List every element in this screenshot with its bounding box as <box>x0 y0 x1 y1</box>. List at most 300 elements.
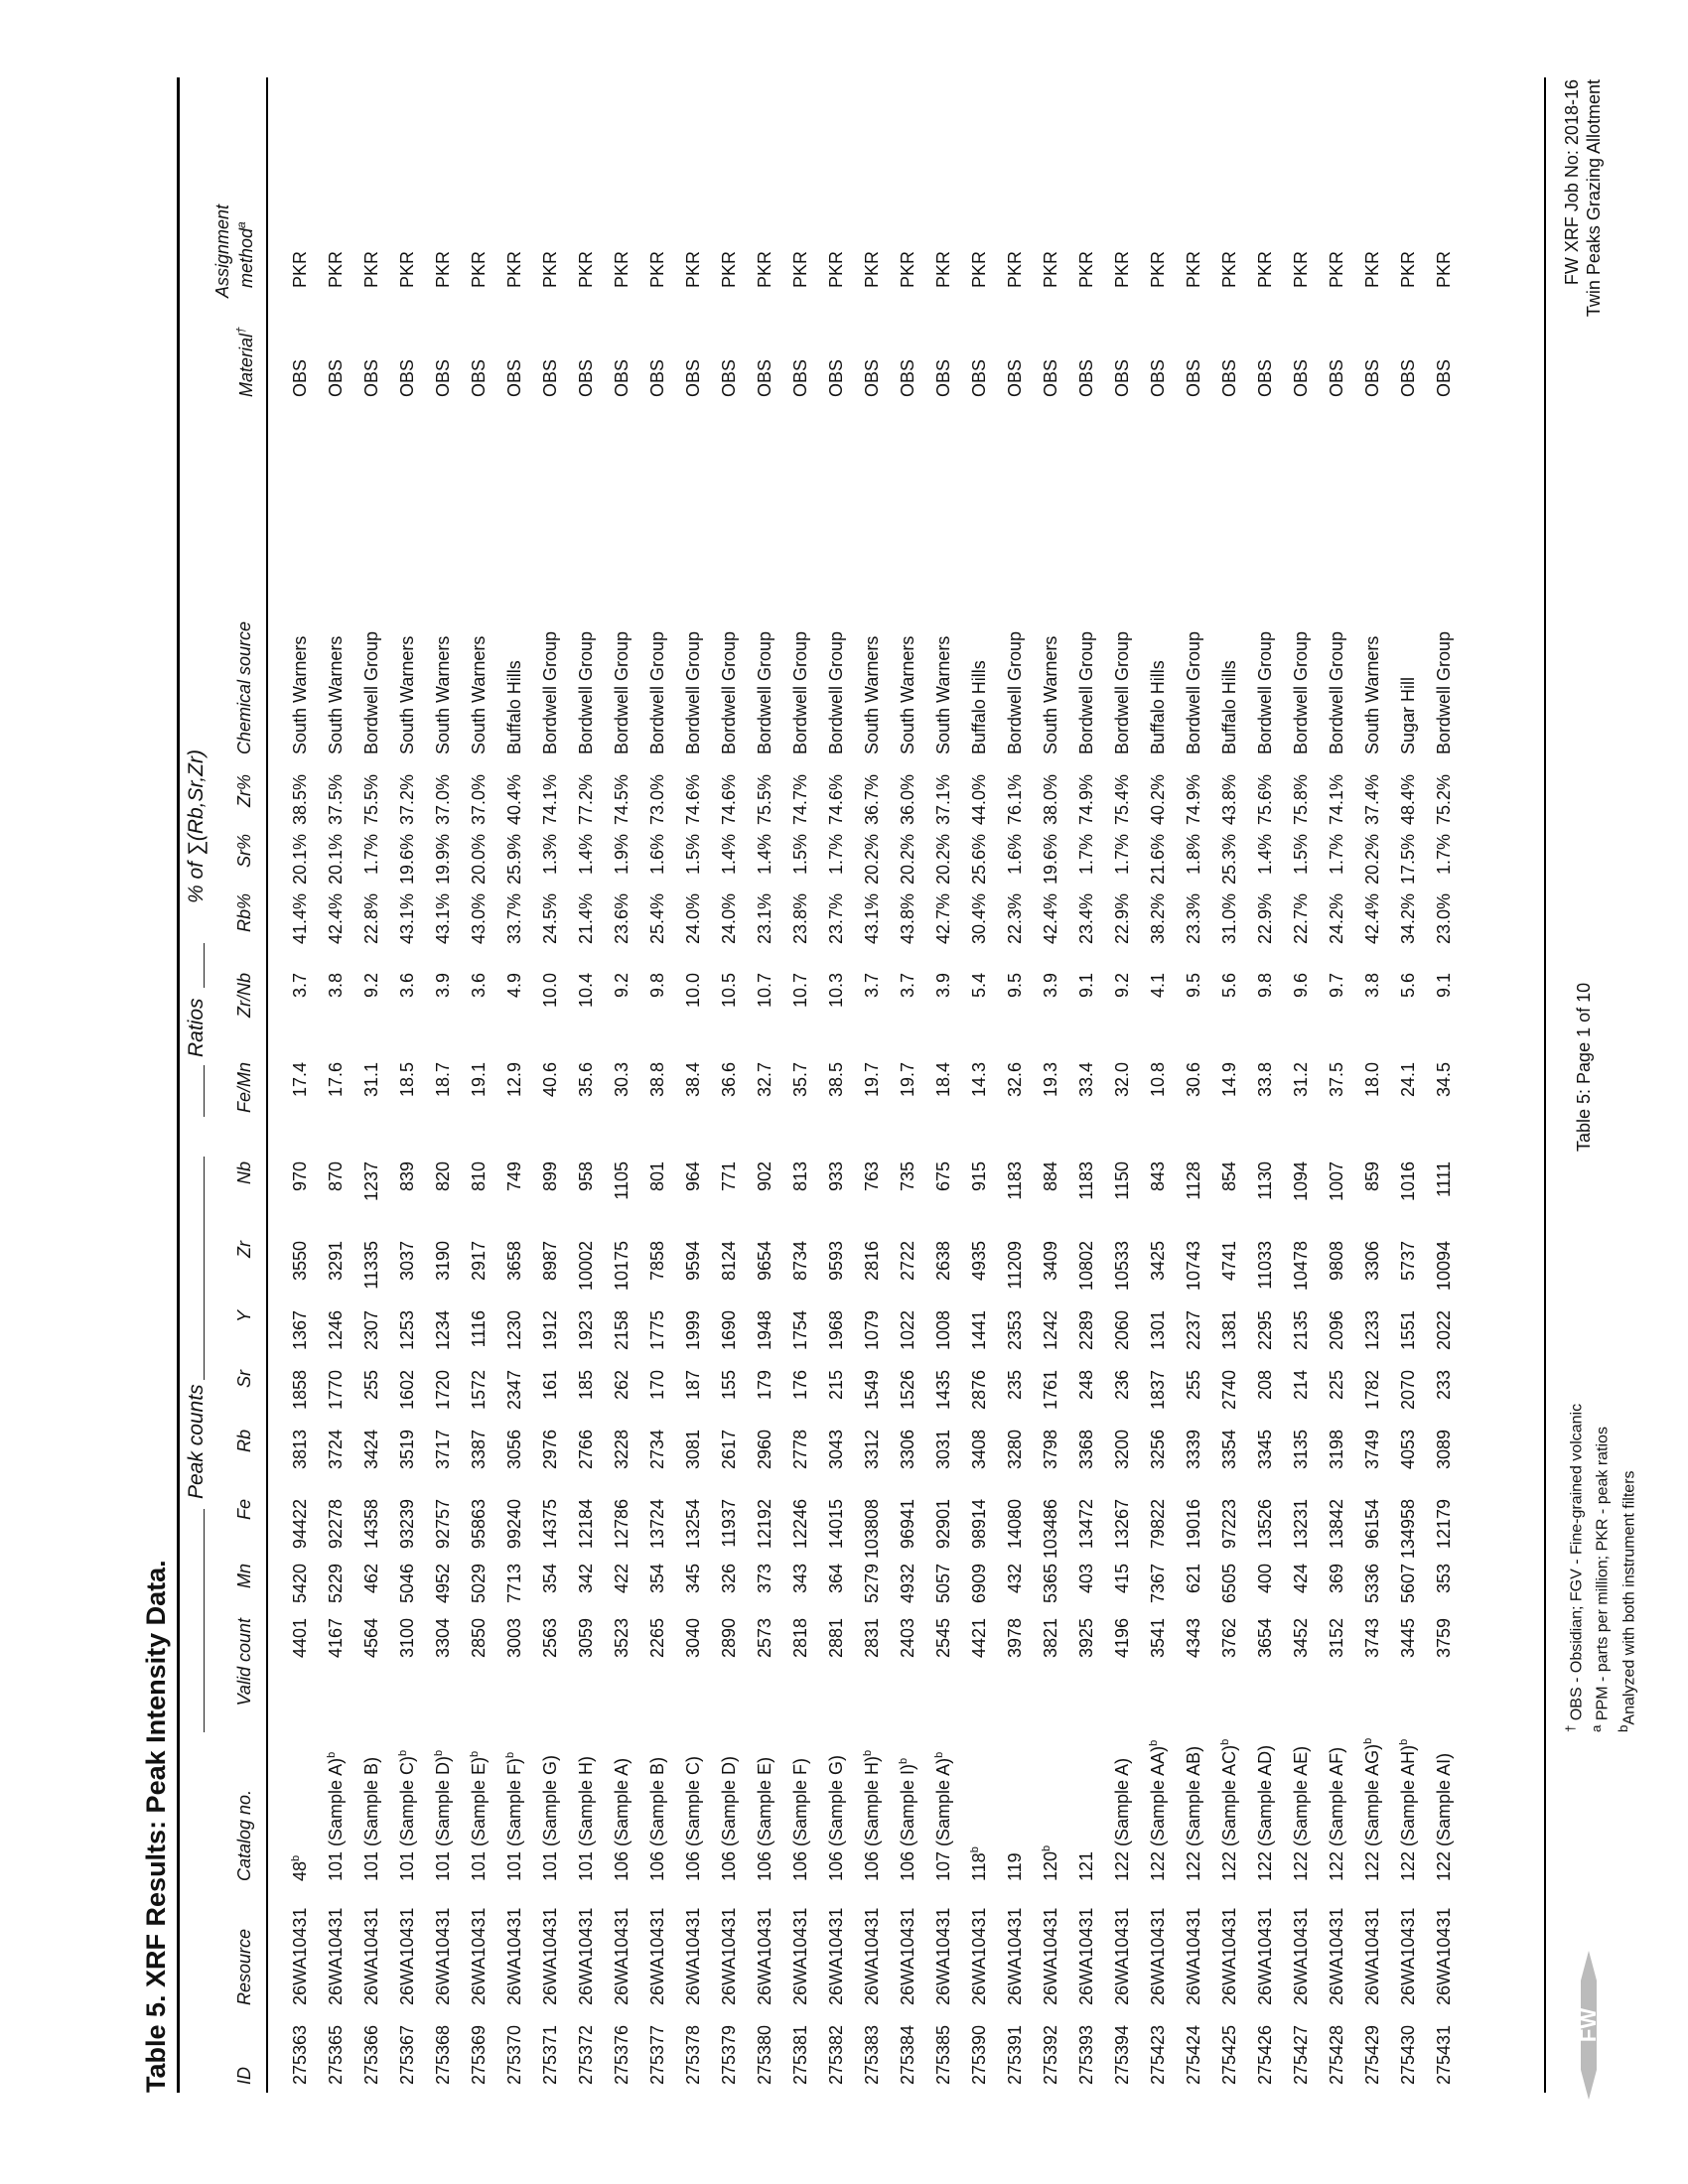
cell-mn: 5229 <box>326 1564 346 1604</box>
cell-sr: 187 <box>683 1370 703 1401</box>
cell-y: 1912 <box>540 1310 560 1351</box>
cell-id: 275380 <box>755 2024 774 2085</box>
cell-rb: 2617 <box>719 1430 739 1470</box>
cell-material: OBS <box>647 358 667 397</box>
cell-sr: 176 <box>790 1370 810 1401</box>
cell-fe-mn: 17.6 <box>326 1062 346 1098</box>
cell-material: OBS <box>612 358 632 397</box>
cell-zr-pct: 43.8% <box>1219 774 1239 826</box>
cell-rb-pct: 24.0% <box>719 893 739 945</box>
cell-zr: 11033 <box>1255 1241 1275 1290</box>
cell-id: 275430 <box>1398 2024 1418 2085</box>
cell-resource: 26WA10431 <box>1398 1907 1418 2005</box>
cell-fe: 99240 <box>504 1499 524 1550</box>
cell-mn: 422 <box>612 1564 632 1594</box>
cell-sr-pct: 1.7% <box>1434 834 1454 876</box>
cell-sr: 225 <box>1327 1370 1346 1401</box>
cell-resource: 26WA10431 <box>1148 1907 1168 2005</box>
cell-zr: 2816 <box>862 1241 882 1282</box>
top-rule <box>177 77 180 2093</box>
cell-method: PKR <box>1362 250 1382 288</box>
cell-zr-nb: 3.9 <box>433 973 453 999</box>
cell-rb: 3198 <box>1327 1430 1346 1470</box>
cell-material: OBS <box>1041 358 1060 397</box>
cell-valid-count: 2265 <box>647 1618 667 1659</box>
cell-rb-pct: 23.6% <box>612 893 632 945</box>
cell-nb: 854 <box>1219 1161 1239 1192</box>
cell-id: 275429 <box>1362 2024 1382 2085</box>
col-header-chemical-source: Chemical source <box>234 620 254 754</box>
cell-mn: 5279 <box>862 1564 882 1604</box>
cell-fe: 103808 <box>862 1499 882 1560</box>
cell-fe: 12184 <box>576 1499 596 1550</box>
cell-resource: 26WA10431 <box>326 1907 346 2005</box>
cell-zr-nb: 10.4 <box>576 973 596 1009</box>
cell-zr-nb: 9.5 <box>1005 973 1025 999</box>
cell-y: 1754 <box>790 1310 810 1351</box>
cell-rb: 2778 <box>790 1430 810 1470</box>
cell-resource: 26WA10431 <box>790 1907 810 2005</box>
cell-chemical-source: Bordwell Group <box>826 630 846 754</box>
cell-zr-pct: 75.8% <box>1291 774 1311 826</box>
peak-counts-group-header: Peak counts <box>185 1384 208 1499</box>
cell-mn: 403 <box>1076 1564 1096 1594</box>
cell-id: 275371 <box>540 2024 560 2085</box>
peak-counts-rule-left <box>204 1509 205 1732</box>
cell-id: 275428 <box>1327 2024 1346 2085</box>
cell-fe-mn: 32.6 <box>1005 1062 1025 1098</box>
cell-sr: 161 <box>540 1370 560 1401</box>
cell-id: 275365 <box>326 2024 346 2085</box>
cell-resource: 26WA10431 <box>397 1907 417 2005</box>
ratios-rule-right <box>204 943 205 988</box>
cell-mn: 354 <box>540 1564 560 1594</box>
cell-rb-pct: 43.1% <box>397 893 417 945</box>
cell-zr: 3037 <box>397 1241 417 1282</box>
cell-mn: 415 <box>1112 1564 1132 1594</box>
cell-rb-pct: 22.9% <box>1112 893 1132 945</box>
cell-mn: 6505 <box>1219 1564 1239 1604</box>
cell-y: 2096 <box>1327 1310 1346 1351</box>
cell-chemical-source: South Warners <box>1362 635 1382 754</box>
cell-sr: 2740 <box>1219 1370 1239 1411</box>
cell-catalog: 106 (Sample B) <box>647 1756 667 1881</box>
cell-zr: 9808 <box>1327 1241 1346 1282</box>
cell-y: 1234 <box>433 1310 453 1351</box>
cell-zr-pct: 74.1% <box>540 774 560 826</box>
footnote-marker: b <box>290 1854 302 1861</box>
cell-material: OBS <box>826 358 846 397</box>
cell-catalog: 106 (Sample D) <box>719 1755 739 1881</box>
cell-sr-pct: 20.0% <box>469 834 489 886</box>
fw-logo-icon <box>1559 1951 1618 2100</box>
cell-sr: 215 <box>826 1370 846 1401</box>
cell-y: 1246 <box>326 1310 346 1351</box>
cell-fe: 79822 <box>1148 1499 1168 1550</box>
cell-rb-pct: 22.8% <box>361 893 381 945</box>
cell-catalog: 122 (Sample AE) <box>1291 1745 1311 1881</box>
cell-mn: 5607 <box>1398 1564 1418 1604</box>
cell-zr: 9593 <box>826 1241 846 1282</box>
cell-sr: 1782 <box>1362 1370 1382 1411</box>
cell-valid-count: 2545 <box>933 1618 953 1659</box>
cell-y: 1923 <box>576 1310 596 1351</box>
cell-id: 275423 <box>1148 2024 1168 2085</box>
cell-sr: 185 <box>576 1370 596 1401</box>
cell-method: PKR <box>1184 250 1203 288</box>
col-header-mn: Mn <box>234 1564 254 1589</box>
cell-catalog: 107 (Sample A)$^b$ <box>933 1751 953 1881</box>
cell-sr-pct: 19.9% <box>433 834 453 886</box>
page-number: Table 5: Page 1 of 10 <box>1574 982 1594 1152</box>
cell-fe: 13231 <box>1291 1499 1311 1550</box>
col-header-nb: Nb <box>234 1161 254 1185</box>
cell-y: 1999 <box>683 1310 703 1351</box>
cell-sr-pct: 1.4% <box>1255 834 1275 876</box>
cell-valid-count: 4401 <box>290 1618 310 1659</box>
cell-zr: 3306 <box>1362 1241 1382 1282</box>
cell-sr: 1761 <box>1041 1370 1060 1411</box>
cell-sr-pct: 19.6% <box>397 834 417 886</box>
cell-resource: 26WA10431 <box>647 1907 667 2005</box>
cell-mn: 7713 <box>504 1564 524 1604</box>
cell-material: OBS <box>790 358 810 397</box>
col-header-zr-pct: Zr% <box>234 774 254 807</box>
table-row <box>1287 0 1323 2184</box>
cell-valid-count: 2818 <box>790 1618 810 1659</box>
cell-method: PKR <box>361 250 381 288</box>
cell-fe-mn: 14.3 <box>969 1062 989 1098</box>
cell-sr-pct: 1.7% <box>361 834 381 876</box>
cell-method: PKR <box>1148 250 1168 288</box>
cell-catalog: 122 (Sample AG)$^b$ <box>1362 1737 1382 1881</box>
cell-sr: 248 <box>1076 1370 1096 1401</box>
table-row <box>1358 0 1394 2184</box>
table-row <box>929 0 965 2184</box>
cell-fe: 93239 <box>397 1499 417 1550</box>
cell-sr-pct: 20.2% <box>933 834 953 886</box>
cell-fe-mn: 30.6 <box>1184 1062 1203 1098</box>
cell-method: PKR <box>898 250 917 288</box>
table-body <box>286 0 1466 2184</box>
cell-zr: 8734 <box>790 1241 810 1282</box>
cell-mn: 621 <box>1184 1564 1203 1594</box>
cell-sr-pct: 1.5% <box>790 834 810 876</box>
cell-nb: 899 <box>540 1161 560 1192</box>
footnote-marker: b <box>1148 1739 1160 1746</box>
cell-catalog: 122 (Sample AI) <box>1434 1752 1454 1881</box>
cell-method: PKR <box>469 250 489 288</box>
cell-fe: 13842 <box>1327 1499 1346 1550</box>
cell-chemical-source: South Warners <box>933 635 953 754</box>
table-row <box>1394 0 1430 2184</box>
cell-sr-pct: 20.2% <box>1362 834 1382 886</box>
table-row <box>751 0 786 2184</box>
cell-sr: 2876 <box>969 1370 989 1411</box>
cell-zr: 11335 <box>361 1241 381 1290</box>
cell-sr-pct: 1.6% <box>647 834 667 876</box>
cell-material: OBS <box>326 358 346 397</box>
cell-sr: 1837 <box>1148 1370 1168 1411</box>
cell-zr: 3409 <box>1041 1241 1060 1282</box>
cell-y: 1008 <box>933 1310 953 1351</box>
cell-method: PKR <box>1076 250 1096 288</box>
cell-fe-mn: 33.4 <box>1076 1062 1096 1098</box>
cell-zr-pct: 75.4% <box>1112 774 1132 826</box>
cell-zr-pct: 36.0% <box>898 774 917 826</box>
cell-chemical-source: Bordwell Group <box>1112 630 1132 754</box>
cell-sr-pct: 19.6% <box>1041 834 1060 886</box>
cell-rb: 3749 <box>1362 1430 1382 1470</box>
cell-zr-pct: 77.2% <box>576 774 596 826</box>
footnote-marker: b <box>397 1749 409 1756</box>
cell-sr-pct: 25.6% <box>969 834 989 886</box>
cell-mn: 432 <box>1005 1564 1025 1594</box>
cell-resource: 26WA10431 <box>361 1907 381 2005</box>
cell-mn: 5029 <box>469 1564 489 1604</box>
cell-mn: 462 <box>361 1564 381 1594</box>
cell-valid-count: 4564 <box>361 1618 381 1659</box>
cell-catalog: 119 <box>1005 1852 1025 1881</box>
footnote-marker: b <box>469 1750 481 1757</box>
cell-y: 2158 <box>612 1310 632 1351</box>
cell-id: 275368 <box>433 2024 453 2085</box>
cell-zr: 3190 <box>433 1241 453 1282</box>
cell-y: 1381 <box>1219 1310 1239 1351</box>
cell-chemical-source: South Warners <box>898 635 917 754</box>
table-row <box>536 0 572 2184</box>
col-header-catalog: Catalog no. <box>234 1789 254 1881</box>
cell-resource: 26WA10431 <box>1362 1907 1382 2005</box>
footnote: † OBS - Obsidian; FGV - Fine-grained volcanic <box>1563 1403 1586 1732</box>
cell-valid-count: 3762 <box>1219 1618 1239 1659</box>
cell-fe-mn: 19.7 <box>862 1062 882 1098</box>
cell-rb: 3312 <box>862 1430 882 1470</box>
cell-y: 2289 <box>1076 1310 1096 1351</box>
cell-zr-nb: 9.2 <box>361 973 381 999</box>
cell-method: PKR <box>504 250 524 288</box>
cell-catalog: 122 (Sample AC)$^b$ <box>1219 1738 1239 1881</box>
cell-valid-count: 2403 <box>898 1618 917 1659</box>
cell-y: 1301 <box>1148 1310 1168 1351</box>
cell-rb: 3043 <box>826 1430 846 1470</box>
cell-mn: 343 <box>790 1564 810 1594</box>
cell-zr-pct: 40.2% <box>1148 774 1168 826</box>
cell-sr-pct: 20.2% <box>862 834 882 886</box>
footnote-marker: b <box>326 1751 338 1758</box>
cell-sr-pct: 1.7% <box>1327 834 1346 876</box>
cell-id: 275369 <box>469 2024 489 2085</box>
footnote-marker: b <box>1398 1738 1410 1745</box>
cell-id: 275424 <box>1184 2024 1203 2085</box>
cell-chemical-source: Bordwell Group <box>647 630 667 754</box>
cell-sr-pct: 1.4% <box>719 834 739 876</box>
cell-zr-nb: 10.0 <box>683 973 703 1009</box>
cell-catalog: 101 (Sample H) <box>576 1755 596 1881</box>
cell-sr: 1602 <box>397 1370 417 1411</box>
cell-sr-pct: 1.7% <box>826 834 846 876</box>
peak-counts-rule-right <box>204 1157 205 1380</box>
cell-zr-pct: 76.1% <box>1005 774 1025 826</box>
col-header-method: method$^a$ <box>234 221 256 288</box>
cell-zr-pct: 37.0% <box>433 774 453 826</box>
cell-y: 1775 <box>647 1310 667 1351</box>
cell-material: OBS <box>361 358 381 397</box>
cell-mn: 5057 <box>933 1564 953 1604</box>
cell-rb-pct: 43.0% <box>469 893 489 945</box>
cell-material: OBS <box>1148 358 1168 397</box>
cell-resource: 26WA10431 <box>290 1907 310 2005</box>
cell-zr-nb: 10.3 <box>826 973 846 1009</box>
cell-zr-pct: 37.0% <box>469 774 489 826</box>
cell-rb-pct: 42.7% <box>933 893 953 945</box>
header-rule <box>266 77 268 2093</box>
cell-y: 2135 <box>1291 1310 1311 1351</box>
cell-material: OBS <box>1434 358 1454 397</box>
cell-rb-pct: 21.4% <box>576 893 596 945</box>
cell-zr-nb: 3.9 <box>1041 973 1060 999</box>
cell-valid-count: 3654 <box>1255 1618 1275 1659</box>
cell-mn: 6909 <box>969 1564 989 1604</box>
cell-rb-pct: 23.8% <box>790 893 810 945</box>
cell-rb-pct: 31.0% <box>1219 893 1239 945</box>
cell-y: 1079 <box>862 1310 882 1351</box>
cell-fe-mn: 36.6 <box>719 1062 739 1098</box>
cell-method: PKR <box>1112 250 1132 288</box>
cell-chemical-source: Bordwell Group <box>1327 630 1346 754</box>
cell-rb: 3724 <box>326 1430 346 1470</box>
cell-valid-count: 3100 <box>397 1618 417 1659</box>
col-header-material: Material† <box>234 327 256 397</box>
cell-zr-pct: 74.1% <box>1327 774 1346 826</box>
cell-zr-nb: 9.1 <box>1076 973 1096 999</box>
cell-id: 275391 <box>1005 2024 1025 2085</box>
cell-material: OBS <box>1184 358 1203 397</box>
cell-chemical-source: South Warners <box>1041 635 1060 754</box>
cell-resource: 26WA10431 <box>1076 1907 1096 2005</box>
cell-zr-pct: 75.5% <box>755 774 774 826</box>
cell-zr: 9594 <box>683 1241 703 1282</box>
cell-chemical-source: Bordwell Group <box>755 630 774 754</box>
cell-y: 1968 <box>826 1310 846 1351</box>
cell-id: 275425 <box>1219 2024 1239 2085</box>
cell-method: PKR <box>755 250 774 288</box>
cell-method: PKR <box>1005 250 1025 288</box>
cell-fe: 14080 <box>1005 1499 1025 1550</box>
cell-resource: 26WA10431 <box>612 1907 632 2005</box>
cell-fe: 92901 <box>933 1499 953 1550</box>
cell-catalog: 106 (Sample C) <box>683 1755 703 1881</box>
cell-material: OBS <box>469 358 489 397</box>
cell-rb-pct: 43.1% <box>433 893 453 945</box>
col-header-y: Y <box>234 1310 254 1323</box>
cell-rb-pct: 41.4% <box>290 893 310 945</box>
table-row <box>643 0 679 2184</box>
cell-mn: 5046 <box>397 1564 417 1604</box>
cell-zr-nb: 5.6 <box>1398 973 1418 999</box>
cell-mn: 5420 <box>290 1564 310 1604</box>
cell-y: 1253 <box>397 1310 417 1351</box>
cell-fe: 13472 <box>1076 1499 1096 1550</box>
cell-catalog: 106 (Sample I)$^b$ <box>898 1757 917 1881</box>
cell-material: OBS <box>290 358 310 397</box>
col-header-valid-count: Valid count <box>234 1618 254 1706</box>
cell-resource: 26WA10431 <box>1041 1907 1060 2005</box>
table-row <box>286 0 322 2184</box>
col-header-fe-mn: Fe/Mn <box>234 1062 254 1114</box>
cell-zr-pct: 74.6% <box>719 774 739 826</box>
cell-sr: 1572 <box>469 1370 489 1411</box>
cell-nb: 1105 <box>612 1161 632 1200</box>
col-header-fe: Fe <box>234 1499 254 1521</box>
cell-zr-nb: 9.1 <box>1434 973 1454 999</box>
cell-fe-mn: 19.3 <box>1041 1062 1060 1098</box>
cell-nb: 1237 <box>361 1161 381 1202</box>
cell-method: PKR <box>969 250 989 288</box>
cell-rb: 3280 <box>1005 1430 1025 1470</box>
cell-material: OBS <box>1362 358 1382 397</box>
cell-zr-nb: 10.7 <box>755 973 774 1009</box>
cell-valid-count: 2563 <box>540 1618 560 1659</box>
cell-fe: 103486 <box>1041 1499 1060 1560</box>
table-row <box>465 0 500 2184</box>
cell-catalog: 101 (Sample F)$^b$ <box>504 1751 524 1881</box>
cell-material: OBS <box>969 358 989 397</box>
cell-rb: 2734 <box>647 1430 667 1470</box>
cell-nb: 1128 <box>1184 1161 1203 1200</box>
cell-sr-pct: 1.9% <box>612 834 632 876</box>
cell-zr-nb: 10.5 <box>719 973 739 1009</box>
cell-zr-nb: 3.7 <box>862 973 882 999</box>
cell-nb: 771 <box>719 1161 739 1192</box>
cell-method: PKR <box>719 250 739 288</box>
table-row <box>1144 0 1180 2184</box>
cell-zr-nb: 3.7 <box>898 973 917 999</box>
cell-zr-nb: 3.8 <box>1362 973 1382 999</box>
cell-y: 1233 <box>1362 1310 1382 1351</box>
cell-nb: 884 <box>1041 1161 1060 1192</box>
cell-zr: 8124 <box>719 1241 739 1282</box>
cell-resource: 26WA10431 <box>1219 1907 1239 2005</box>
cell-zr-pct: 74.9% <box>1184 774 1203 826</box>
cell-rb-pct: 23.3% <box>1184 893 1203 945</box>
cell-rb: 2960 <box>755 1430 774 1470</box>
cell-nb: 933 <box>826 1161 846 1192</box>
cell-sr-pct: 1.6% <box>1005 834 1025 876</box>
cell-catalog: 101 (Sample E)$^b$ <box>469 1750 489 1881</box>
cell-fe: 96154 <box>1362 1499 1382 1550</box>
cell-zr-nb: 3.9 <box>933 973 953 999</box>
cell-zr-nb: 4.9 <box>504 973 524 999</box>
cell-rb-pct: 22.3% <box>1005 893 1025 945</box>
table-row <box>965 0 1001 2184</box>
cell-method: PKR <box>326 250 346 288</box>
table-row <box>572 0 608 2184</box>
cell-material: OBS <box>683 358 703 397</box>
cell-valid-count: 3040 <box>683 1618 703 1659</box>
cell-zr: 5737 <box>1398 1241 1418 1282</box>
cell-zr-nb: 5.6 <box>1219 973 1239 999</box>
cell-valid-count: 3541 <box>1148 1618 1168 1659</box>
cell-nb: 870 <box>326 1161 346 1192</box>
ratios-rule-left <box>204 1065 205 1117</box>
cell-catalog: 106 (Sample H)$^b$ <box>862 1749 882 1881</box>
cell-valid-count: 3003 <box>504 1618 524 1659</box>
cell-fe: 134958 <box>1398 1499 1418 1560</box>
cell-fe-mn: 31.2 <box>1291 1062 1311 1098</box>
cell-id: 275431 <box>1434 2024 1454 2085</box>
cell-rb-pct: 24.2% <box>1327 893 1346 945</box>
